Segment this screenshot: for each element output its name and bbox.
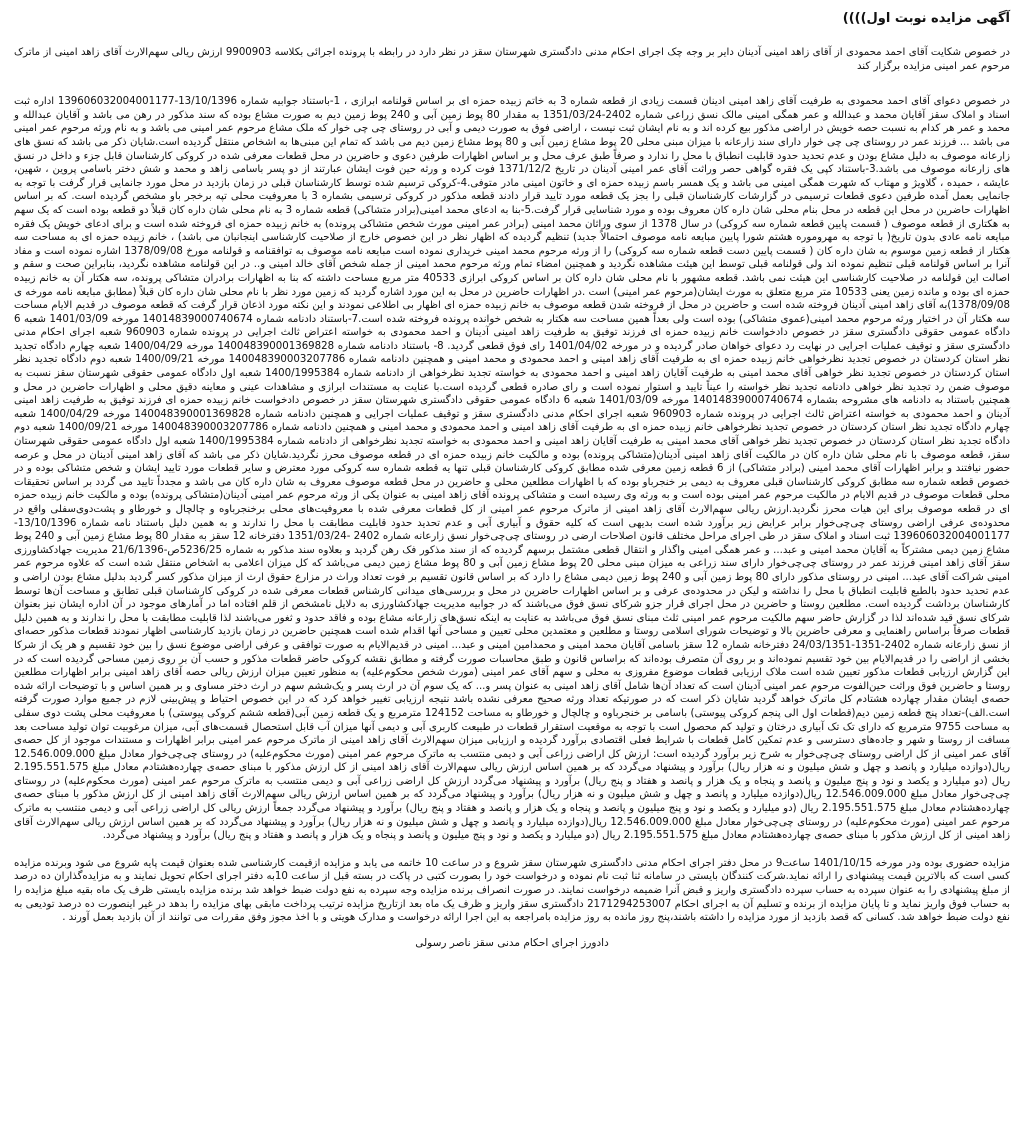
signature-line: دادورز اجرای احکام مدنی سقز ناصر رسولی xyxy=(415,936,609,949)
intro-paragraph: در خصوص شکایت آقای احمد محمودی از آقای زاهد امینی آدینان دایر بر وجه چک اجرای احکام مدنی دادگستری شهرستان سقز در نظر دارد در رابطه با پرونده اجرائی بکلاسه 9900903 ارزش ریالی سهم‌الارث آقای زاهد امینی از ماترک مرحوم عمر امینی مزایده برگزار کند xyxy=(14,47,1010,72)
body-paragraph: در خصوص دعوای آقای احمد محمودی به طرفیت آقای زاهد امینی ادینان قسمت زیادی از قطعه شماره 3 به خاتم زبیده حمزه ای بر اساس قولنامه ابرازی ، 1-باستناد جوابیه شماره 13/10/1396-139606032004001177 اداره ثبت اسناد و املاک سقز آقایان محمد و عبدالله و عمر همگی امینی مالک نسق زراعی شماره 2402-1351/03/24 به مقدار 80 پوط زمین آبی و 240 پوط زمین دیم به صورت مشاع بوده که سند مذکور در رهن می باشد و آقایان عبدالله و محمد و عمر هر کدام به نسبت حصه خویش در اراضی مذکور بیع کرده اند و به نام ایشان ثبت نیست ، اراضی فوق به صورت دیمی و آبی در روستای چی چی خوار که ملک مشاع مرحوم عمر امینی می باشد و به نام ورثه مرحوم عمر امینی می باشد ... فرزند عمر در روستای چی چی خوار دارای سند زارعانه با میزان مبنی محلی 20 پوط مشاع زمین آبی و 80 پوط مشاع زمین دیم می باشد که تمام این مبنی‌ها به اشخاص منتقل گردیده است.شایان ذکر می باشد که نسق های زارعانه موصوف به دلیل مشاع بودن و عدم تحدید حدود قابلیت انطباق با محل را ندارد و صرفاً طبق عرف محل و بر اساس اظهارات طرفین دعوی و حاضرین در محل قطعات معرفی شده در کروکی کارشناسان قابل جزء و داخل در نسق های زارعانه موصوف می باشد.3-باستناد کپی یک فقره گواهی حصر وراثت آقای عمر امینی آدینان در تاریخ 1371/12/2 فوت کرده و ورثه حین فوت ایشان عبارتند از دو پسر باسامی زاهد و محمد و شش دختر باسامی پروین ، شهین، عایشه ، حمیده ، گلاویژ و مهتاب که شهرت همگی امینی می باشد و یک همسر باسم زبیده حمزه ای و خاتون امینی مادر متوفی.4-کروکی ترسیم شده توسط کارشناسان قبلی در زمان بازدید در محل مورد جانمایی قرار گرفت با توجه به جانمایی بعمل آمده طرفین دعوی قطعات ترسیمی در گزارشات کارشناسان قبلی را بجز یک قطعه مورد تایید قرار دادند قطعه مذکور در کروکی ترسیمی بشماره 3 با معروفیت محلی تپه برخجر باو مشخص گردیده است. که بر اساس اظهارات حاضرین در محل این قطعه در محل بنام محلی شان داره کان معروف بوده و مورد شناسایی قرار گرفت.5-بنا به ادعای محمد امینی(برادر متشاکی) قطعه شماره 3 به نام محلی شان داره کان قبلاً دو قطعه بوده است که یک سهم به هکتاری از قطعه موصوف ( قسمت پایین قطعه شماره سه کروکی) در سال 1378 از سوی وراثان محمد امینی (برادر عمر امینی مورث شخص متشاکی پرونده) به خانم زبیده حمزه ای فروخته شده است و برای ادعای خویش یک فقره مبایعه نامه عادی بدون تاریخ( با توجه به مهروموره هشتم شورا پایین مبایعه نامه موصوف احتمالاً جدید) تنظیم گردیده که اظهار نظر در این خصوص خارج از صلاحیت کارشناسی اینجانبان می باشد) ، خانم زبیده حمزه ای به مساحت سه هکتار از قطعه زمین موسوم به شان داره کان ( قسمت پایین دست قطعه شماره سه کروکی) را از ورثه مرحوم محمد امینی خریداری نموده است مبایعه نامه موصوف به توافقنامه و قولنامه مورخ 1378/09/08 اشاره نموده است و مفاد آنرا بر اساس قولنامه قبلی تنظیم نموده اند ولی قولنامه قبلی توسط این هیئت مشاهده نگردید و همچنین امضاء تمام ورثه مرحوم محمد امینی از جمله شخص آقای خالد امینی و.. در این قولنامه مشاهده نگردید، بنابراین صحت و سقم و اصالت این قولنامه در صلاحیت کارشناسی این هیئت نمی باشد. قطعه مشهور با نام محلی شان داره کان بر اساس کروکی ابرازی 40533 متر مربع مساحت داشته که بنا به اظهارات برادران متشاکی پرونده، سه هکتار آن به خانم زبیده حمزه ای بوده و مانده زمین یعنی 10533 متر مربع متعلق به مورث ایشان(مرحوم عمر امینی) است .در اظهارات حاضرین در محل به این مورد اشاره گردید که زمین مورد نظر با نام محلی شان داره کان قبلاً (مطابق مبایعه نامه مورخه ی 1378/09/08)به آقای زاهد امینی آدینان فروخته شده است و حاضرین در محل از فروخته شدن قطعه موصوف به خانم زبیده حمزه ای اظهار بی اطلاعی نمودند و این نکته مورد اذعان قرار گرفت که قطعه موصوف در قدیم الایام مساحت سه هکتار آن در اختیار ورثه مرحوم محمد امینی(عموی متشاکی) بوده است ولی بعداً همین مساحت سه هکتار به شخص خوانده پرونده فروخته شده است.7-باستناد دادنامه شماره 14014839000740674 مورخه 1401/03/09 شعبه 6 دادگاه عمومی حقوقی دادگستری سقز در خصوص دادخواست خانم زبیده حمزه ای فرزند توفیق به طرفیت زاهد امینی آدینان و احمد محمودی به خواسته اعتراض ثالث اجرایی در پرونده شماره 960903 شعبه اجرای احکام مدنی دادگستری سقز و توقیف عملیات اجرایی در نهایت رد دعوای خواهان صادر گردیده و در مورخه 1401/04/02 رای فوق قطعی گردید. 8- باستناد دادنامه شماره 140048390001369828 مورخه 1400/04/29 شعبه چهارم دادگاه تجدید نظر استان کردستان در خصوص تجدید نظرخواهی خانم زبیده حمزه ای به طرفیت آقای زاهد امینی و احمد محمودی و محمد امینی و همچنین دادنامه شماره 140048390003207786 مورخه 1400/09/21 شعبه دوم دادگاه تجدید نظر استان کردستان در خصوص تجدید نظر خواهی آقای محمد امینی به طرفیت آقایان زاهد امینی و احمد محمودی به خواسته تجدید نظرخواهی از دادنامه شماره 1400/1995384 شعبه اول دادگاه عمومی حقوقی شهرستان سقز نسبت به موصوف ضمن رد تجدید نظر خواهی دادنامه تجدید نظر خواسته را عیناً تایید و استوار نموده است و رای صادره قطعی گردیده است.با عنایت به مستندات ابرازی و مشاهدات عینی و معاینه دقیق محلی و اظهارات حاضرین در محل و همچنین باستناد به دادنامه های مشروحه بشماره 14014839000740674 مورخه 1401/03/09 شعبه 6 دادگاه عمومی حقوقی دادگستری شهرستان سقز در خصوص دادخواست خانم زبیده حمزه ای فرزند توفیق به طرفیت زاهد امینی آدینان و احمد محمودی به خواسته اعتراض ثالث اجرایی در پرونده شماره 960903 شعبه اجرای احکام مدنی دادگستری سقز و توقیف عملیات اجرایی و همچنین دادنامه شماره 140048390001369828 مورخه 1400/04/29 شعبه چهارم دادگاه تجدید نظر استان کردستان در خصوص تجدید نظرخواهی خانم زبیده حمزه ای به طرفیت آقای زاهد امینی و احمد محمودی و محمد امینی و همچنین دادنامه شماره 140048390003207786 مورخه 1400/09/21 شعبه دوم دادگاه تجدید نظر استان کردستان در خصوص تجدید نظر خواهی آقای محمد امینی به طرفیت آقایان زاهد امینی و احمد محمودی به خواسته تجدید نظرخواهی از دادنامه شماره 1400/1995384 شعبه اول دادگاه عمومی حقوقی شهرستان سقز، قطعه موصوف با نام محلی شان داره کان در مالکیت آقای زاهد امینی آدینان(متشاکی پرونده) بوده و مالکیت خانم زبیده حمزه ای در قطعه موصوف محرز نگردید.شایان ذکر می باشد که آقای زاهد امینی آدینان در محل و عرصه حضور نیافتند و برابر اظهارات آقای محمد امینی (برادر متشاکی) از 6 قطعه زمین معرفی شده مطابق کروکی کارشناسان قبلی تنها یه قطعه شماره سه کروکی مورد معترض و سایر قطعات مورد تایید ایشان و شخص متشاکی بوده و در خصوص قطعه شماره سه مطابق کروکی کارشناسان قبلی معروف به دیمی بر خنجرباو بوده که با اظهارات مطلعین محلی و حاضرین در محل قطعه موصوف معروف به شان داره کان می باشد و مجدداً تایید می گردد بر اساس تحقیقات محلی قطعات موصوف در قدیم الایام در مالکیت مرحوم عمر امینی بوده است و به ورثه وی رسیده است و متشاکی پرونده آقای زاهد امینی به عنوان یکی از ورثه مرحوم عمر امینی آدینان(متشاکی پرونده) بوده و مالکیت خانم زبیده حمزه ای در قطعه موصوف برای این هیات محرز نگردید.ارزش ریالی سهم‌الارث آقای زاهد امینی از ماترک مرحوم عمر امینی از کل قطعات معرفی شده با معروفیت‌های محلی برخنجرباوه و چالچال و خورطاو و پشت‌دوی‌سفلی واقع در محدوده‌ی عرفی اراضی روستای چی‌چی‌خوار برابر عرایض زیر برآورد شده است بدیهی است که کلیه حقوق و آبیاری آبی و عدم تحدید حدود قابلیت مطابقت با محل را ندارند و به همین دلیل باستناد نامه شماره 13/10/1396-139606032004001177 ثبت اسناد و املاک سقز در طی اجرای مراحل مختلف قانون اصلاحات ارضی در روستای چی‌چی‌خوار نسق زارعانه شماره 2402 -1351/03/24 دفترخانه 12 سقز به مقدار 80 پوط مشاع زمین آبی و 240 پوط مشاع زمین دیمی مشترکاً به آقایان محمد امینی و عبد... و عمر همگی امینی واگذار و انتقال قطعی مشتمل برسهم گردیده که از سند مذکور فک رهن گردید و بعلاوه سند مذکور به شماره 5236/25ص-21/6/1396 مدیریت جهادکشاورزی سقز آقای زاهد امینی فرزند عمر در روستای چی‌چی‌خوار دارای سند زراعی به میزان مبنی محلی 20 پوط مشاع زمین آبی و 80 پوط مشاع زمین دیمی می‌باشد که کل میزان اعلامی به اشخاص منتقل شده است که علاوه مرحوم عمر امینی شراکت آقای عبد... امینی در روستای مذکور دارای 80 پوط زمین آبی و 240 پوط زمین دیمی مشاع را دارد که بر اساس قانون تقسیم بر فوت تعداد وراث در مزارع حقوق ارث از میزان مذکور کسر گردید بدلیل مشاع بودن اراضی و عدم تحدید حدود بالطبع قابلیت انطباق با محل را نداشته و لیکن در محدوده‌ی عرفی و بر اساس اظهارات حاضرین در محل و بررسی‌های میدانی کارشناس قطعات معرفی شده در کروکی کارشناسان قبلی تطابق و مساحت آن‌ها توسط کارشناسان برداشت گردیده است. مطلعین روستا و حاضرین در محل اجرای قرار جزو شرکای نسق فوق می‌باشند که در جوابیه مدیریت جهادکشاورزی به دلایل نامشخص از قلم افتاده اما در آمارهای موجود در آن اداره ایشان نیز بعنوان شرکای نسق قید شده‌اند لذا در گزارش حاضر سهم مالکیت مرحوم عمر امینی ثلث مبنای نسق فوق می‌باشد به عنایت به اینکه نسق‌های زارعانه مشاع بوده و فاقد حدود و ثغور می‌باشند لذا قابلیت مطابقت با محل را ندارند و به همین دلیل قطعات صرفاً براساس راهنمایی و معرفی حاضرین بالا و توضیحات شورای اسلامی روستا و مطلعین و معتمدین محلی تعیین و مساحی آنها اقدام شده است همچنین حاضرین در زمان بازدید کارشناسی اظهار نمودند قطعات مذکور حصه‌ای از نسق زارعانه شماره 2402-1351-24/03/1351 دفترخانه شماره 12 سقز باسامی آقایان محمد امینی و محمدامین امینی و عبد... امینی در قدیم‌الایام به صورت توافقی و عرفی اراضی موضوع نسق را بین خود تقسیم و هر یک از شرکا بخشی از اراضی را در قدیم‌الایام بین خود تقسیم نموده‌اند و بر روی آن متصرف بوده‌اند که براساس قانون و طبق محاسبات صورت گرفته و مطابق نقشه کروکی حاضر قطعات مذکور و حسب آن بر روی زمین مساحی گردیده است که در این گزارش ارزیابی قطعات مذکور تعیین شده است ملاک ارزیابی قطعات موضوع مفروزی به محلی و سهم آقای عمر امینی (مورث شخص محکوم‌علیه) به منظور تعیین میزان ارزش ریالی حصه آقای زاهد امینی برابر اظهارات مطلعین روستا و حاضرین فوق وراثت حین‌الفوت مرحوم عمر امینی آدینان است که تعداد آن‌ها شامل آقای زاهد امینی به عنوان پسر و... که یک سوم آن در ارث پسر و یک‌ششم سهم در ارث دختر مساوی و بر همین اساس و با توضیحات ارائه شده حصه‌ی ایشان مقدار چهارده هشتادم کل ماترک خواهد گردید شایان ذکر است که در صورتیکه تعداد ورثه صحیح معرفی نشده باشد نتیجه ارزیابی تغییر خواهد کرد که در این خصوص احتیاط و پیش‌بینی لازم در جمیع موارد صورت گرفته است.الف)-تعداد پنج قطعه زمین دیم(قطعات اول الی پنجم کروکی پیوستی) باسامی بر خنجرباوه و چالچال و خورطاو به مساحت 124152 مترمربع و یک قطعه زمین آبی(قطعه ششم کروکی پیوستی) با معروفیت محلی پشت دوی سفلی به مساحت 9755 مترمربع که دارای تک تک آبیاری درختان و تولید کم محصول است با توجه به موقعیت استقرار قطعات در طبیعت کاربری آبی و دیمی آنها میزان آب قابل استحصال قسمت‌های آبی، میزان مرغوبیت توان تولید مساحت بعد مسافت از روستا و شهر و جاده‌های دسترسی و عدم تمکین کامل قطعات با شرایط فعلی اقتصادی برآورد گردیده و ارزیابی میزان سهم‌الارث آقای زاهد امینی از ماترک مرحوم عمر امینی برابر اظهارات و مستندات موجود از کل حصه‌ی آقای عمر امینی از کل اراضی روستای چی‌چی‌خوار به شرح زیر برآورد گردیده است: ارزش کل اراضی زراعی آبی و دیمی منتسب به ماترک مرحوم عمر امینی (مورث محکوم‌علیه) در روستای چی‌چی‌خوار معادل مبلغ 12.546.009.000 ریال(دوازده میلیارد و پانصد و چهل و شش میلیون و نه هزار ریال) برآورد و پیشنهاد می‌گردد که بر همین اساس ارزش ریالی سهم‌الارث آقای زاهد امینی از کل ارزش مذکور با مبنای حصه‌ی چهارده‌هشتادم معادل مبلغ 2.195.551.575 ریال (دو میلیارد و یکصد و نود و پنج میلیون و پانصد و پنجاه و یک هزار و پانصد و هفتاد و پنج ریال) برآورد و پیشنهاد می‌گردد ارزش کل اراضی زراعی آبی و دیمی منتسب به ماترک مرحوم عمر امینی (مورث محکوم‌علیه) در روستای چی‌چی‌خوار معادل مبلغ 12.546.009.000 ریال(دوازده میلیارد و پانصد و چهل و شش میلیون و نه هزار ریال) برآورد و پیشنهاد می‌گردد که بر همین اساس ارزش ریالی سهم‌الارث آقای زاهد امینی از کل ارزش مذکور با مبنای حصه‌ی چهارده‌هشتادم معادل مبلغ 2.195.551.575 ریال (دو میلیارد و یکصد و نود و پنج میلیون و پانصد و پنجاه و یک هزار و پانصد و هفتاد و پنج ریال) برآورد و پیشنهاد می‌گردد جمعاً ارزش ریالی کل اراضی زراعی آبی و دیمی منتسب به ماترک مرحوم عمر امینی (مورث محکوم‌علیه) در روستای چی‌چی‌خوار معادل مبلغ 12.546.009.000 ریال(دوازده میلیارد و پانصد و چهل و شش میلیون و نه هزار ریال) برآورد و پیشنهاد می‌گردد که بر همین اساس ارزش ریالی سهم‌الارث آقای زاهد امینی از کل ارزش مذکور با مبنای حصه‌ی چهارده‌هشتادم معادل مبلغ 2.195.551.575 ریال (دو میلیارد و یکصد و نود و پنج میلیون و پانصد و پنجاه و یک هزار و پانصد و هفتاد و پنج ریال) برآورد و پیشنهاد می‌گردد. xyxy=(14,96,1011,842)
notice-title: آگهی مزایده نوبت اول)))) xyxy=(842,11,1010,26)
auction-terms-paragraph: مزایده حضوری بوده ودر مورخه 1401/10/15 ساعت9 در محل دفتر اجرای احکام مدنی دادگستری شهرستان سقز شروع و در ساعت 10 خاتمه می یابد و مزایده ازقیمت کارشناسی شده بعنوان قیمت پایه شروع می شود وبرنده مزایده کسی است که بالاترین قیمت پیشنهادی را ارائه نماید.شرکت کنندگان بایستی در سامانه ثنا ثبت نام نموده و درخواست خود را بصورت کتبی در پاکت در بسته قبل از ساعت 10به دفتر اجرای احکام تحویل نمایند و به مزایده‌گذاران ده درصد از مبلغ پیشنهادی را به عنوان سپرده به حساب سپرده دادگستری واریز و قبض آنرا ضمیمه درخواست نمایند. در صورت انصراف برنده مزایده وجه سپرده به نفع دولت ضبط خواهد شد برنده مزایده بایستی ظرف یک ماه بقیه مبلغ مزایده را به حساب فوق واریز نماید و تا پایان مزایده از برنده و تسلیم آن به اجرای احکام 2171294253007 دادگستری سقز واریز و ظرف یک ماه بعد ازتاریخ مزایده ترتیب پرداخت مابقی بهای مزایده را بدهد در غیر اینصورت ده درصد تودیعی به نفع دولت ضبط خواهد شد. کسانی که قصد بازدید از مورد مزایده را داشته باشند،پنج روز مانده به روز مزایده بامراجعه به این اجرا ارائه درخواست و مدارک هویتی و با اخذ مجوز وفق مقررات می توانند از آن بازدید بعمل آورند . xyxy=(14,857,1010,924)
